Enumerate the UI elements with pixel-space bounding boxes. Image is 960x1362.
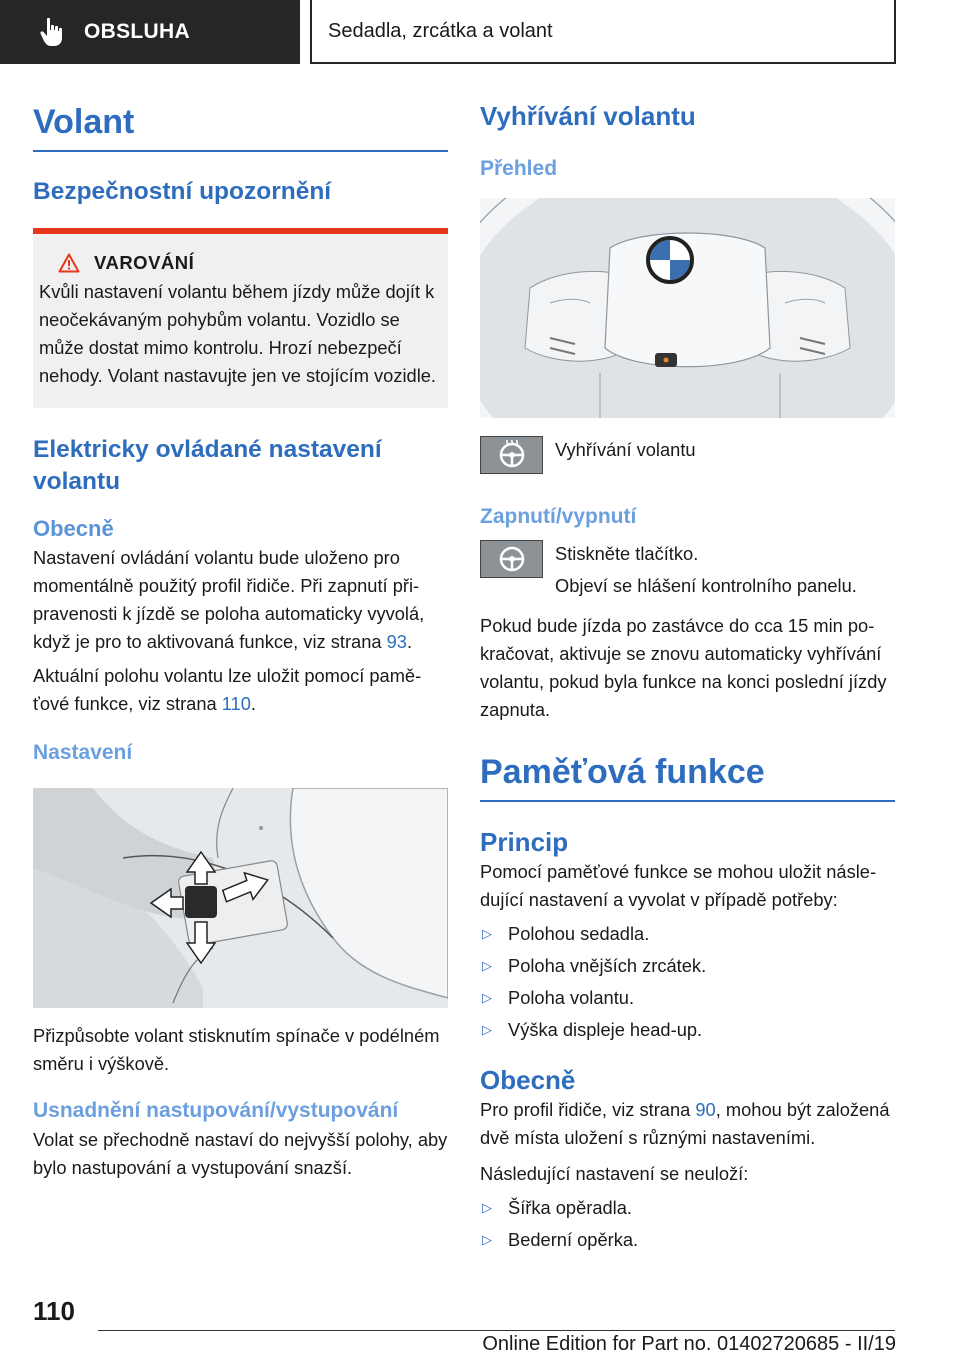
bullet-triangle-icon: ▷ bbox=[482, 990, 492, 1005]
list-item: ▷ Bederní opěrka. bbox=[480, 1224, 895, 1256]
memory-title: Paměťová funkce bbox=[480, 750, 895, 802]
section-tab bbox=[0, 0, 300, 64]
easy-entry-text: Volat se přechodně nastaví do nejvyšší polohy, aby bylo nastupování a vystupování snazší. bbox=[33, 1129, 448, 1178]
page-link-93[interactable]: 93 bbox=[386, 631, 407, 652]
list-item: ▷ Šířka opěradla. bbox=[480, 1192, 895, 1224]
page-header bbox=[0, 0, 960, 66]
warning-triangle-icon bbox=[58, 253, 80, 273]
memory-general-heading: Obecně bbox=[480, 1065, 576, 1095]
steering-column-switch-image bbox=[33, 788, 448, 1008]
steering-wheel-heating-button-icon bbox=[480, 436, 543, 474]
overview-heading: Přehled bbox=[480, 157, 558, 180]
heating-icon-label: Vyhřívání volantu bbox=[555, 439, 696, 460]
edition-text: Online Edition for Part no. 01402720685 - II/19 bbox=[482, 1333, 896, 1355]
warning-text: Kvůli nastavení volantu během jízdy může dojít k neočekávaným pohybům volantu. Vozidlo se může dostat mimo kontrolu. Hrozí nebezpečí nehody. Volant nastavujte jen ve stojícím vozidle. bbox=[39, 281, 437, 386]
principle-heading: Princip bbox=[480, 827, 569, 857]
list-item: ▷ Poloha volantu. bbox=[480, 982, 895, 1014]
general-paragraph-1: Nastavení ovládání volantu bude uloženo pro momentálně použitý profil řidiče. Při zapnutí připravenosti k jízdě se poloha automaticky vyvolá, když je pro to aktivovaná funkce, viz strana 93. bbox=[33, 547, 425, 652]
principle-list bbox=[480, 918, 895, 1046]
electric-adjust-heading: Elektricky ovládané nastavení volantu bbox=[33, 436, 382, 495]
hand-pointer-icon bbox=[40, 17, 66, 47]
list-item: ▷ Výška displeje head-up. bbox=[480, 1014, 895, 1046]
easy-entry-heading: Usnadnění nastupování/vystupování bbox=[33, 1099, 399, 1122]
steering-wheel-image bbox=[480, 198, 895, 418]
bullet-triangle-icon: ▷ bbox=[482, 1200, 492, 1215]
page-number: 110 bbox=[33, 1296, 75, 1326]
heating-icon-row bbox=[480, 436, 895, 474]
left-column bbox=[33, 100, 448, 1182]
warning-box bbox=[33, 228, 448, 408]
memory-general-p2: Následující nastavení se neuloží: bbox=[480, 1163, 749, 1184]
list-item: ▷ Polohou sedadla. bbox=[480, 918, 895, 950]
onoff-step-row bbox=[480, 540, 895, 600]
page-link-90[interactable]: 90 bbox=[695, 1099, 716, 1120]
page-title: Volant bbox=[33, 100, 448, 152]
onoff-step-1: Stiskněte tlačítko. bbox=[555, 543, 699, 564]
warning-label: VAROVÁNÍ bbox=[94, 252, 195, 273]
footer-divider bbox=[98, 1330, 895, 1331]
settings-heading: Nastavení bbox=[33, 741, 133, 764]
bullet-triangle-icon: ▷ bbox=[482, 1232, 492, 1247]
section-tab-label: OBSLUHA bbox=[84, 20, 190, 43]
right-column bbox=[480, 100, 895, 1256]
safety-heading: Bezpečnostní upozornění bbox=[33, 178, 332, 205]
general-heading: Obecně bbox=[33, 516, 114, 541]
onoff-heading: Zapnutí/vypnutí bbox=[480, 505, 637, 528]
not-saved-list bbox=[480, 1192, 895, 1256]
settings-caption: Přizpůsobte volant stisknutím spínače v podélném směru i výškově. bbox=[33, 1025, 440, 1074]
general-paragraph-2: Aktuální polohu volantu lze uložit pomocí paměťové funkce, viz strana 110. bbox=[33, 665, 422, 714]
heating-title: Vyhřívání volantu bbox=[480, 101, 696, 131]
bullet-triangle-icon: ▷ bbox=[482, 1022, 492, 1037]
memory-general-p1: Pro profil řidiče, viz strana 90, mohou být založená dvě místa uložení s různými nastaveními. bbox=[480, 1099, 890, 1148]
bullet-triangle-icon: ▷ bbox=[482, 958, 492, 973]
onoff-step-2: Objeví se hlášení kontrolního panelu. bbox=[555, 575, 857, 596]
bullet-triangle-icon: ▷ bbox=[482, 926, 492, 941]
principle-text: Pomocí paměťové funkce se mohou uložit následující nastavení a vyvolat v případě potřeby: bbox=[480, 861, 877, 910]
chapter-tab bbox=[310, 0, 896, 64]
list-item: ▷ Poloha vnějších zrcátek. bbox=[480, 950, 895, 982]
chapter-tab-label: Sedadla, zrcátka a volant bbox=[328, 19, 553, 42]
page-link-110[interactable]: 110 bbox=[221, 693, 251, 714]
onoff-note: Pokud bude jízda po zastávce do cca 15 min pokračovat, aktivuje se znovu automaticky vyhřívání volantu, pokud byla funkce na konci poslední jízdy zapnuta. bbox=[480, 615, 887, 720]
steering-wheel-heating-button-icon bbox=[480, 540, 543, 578]
